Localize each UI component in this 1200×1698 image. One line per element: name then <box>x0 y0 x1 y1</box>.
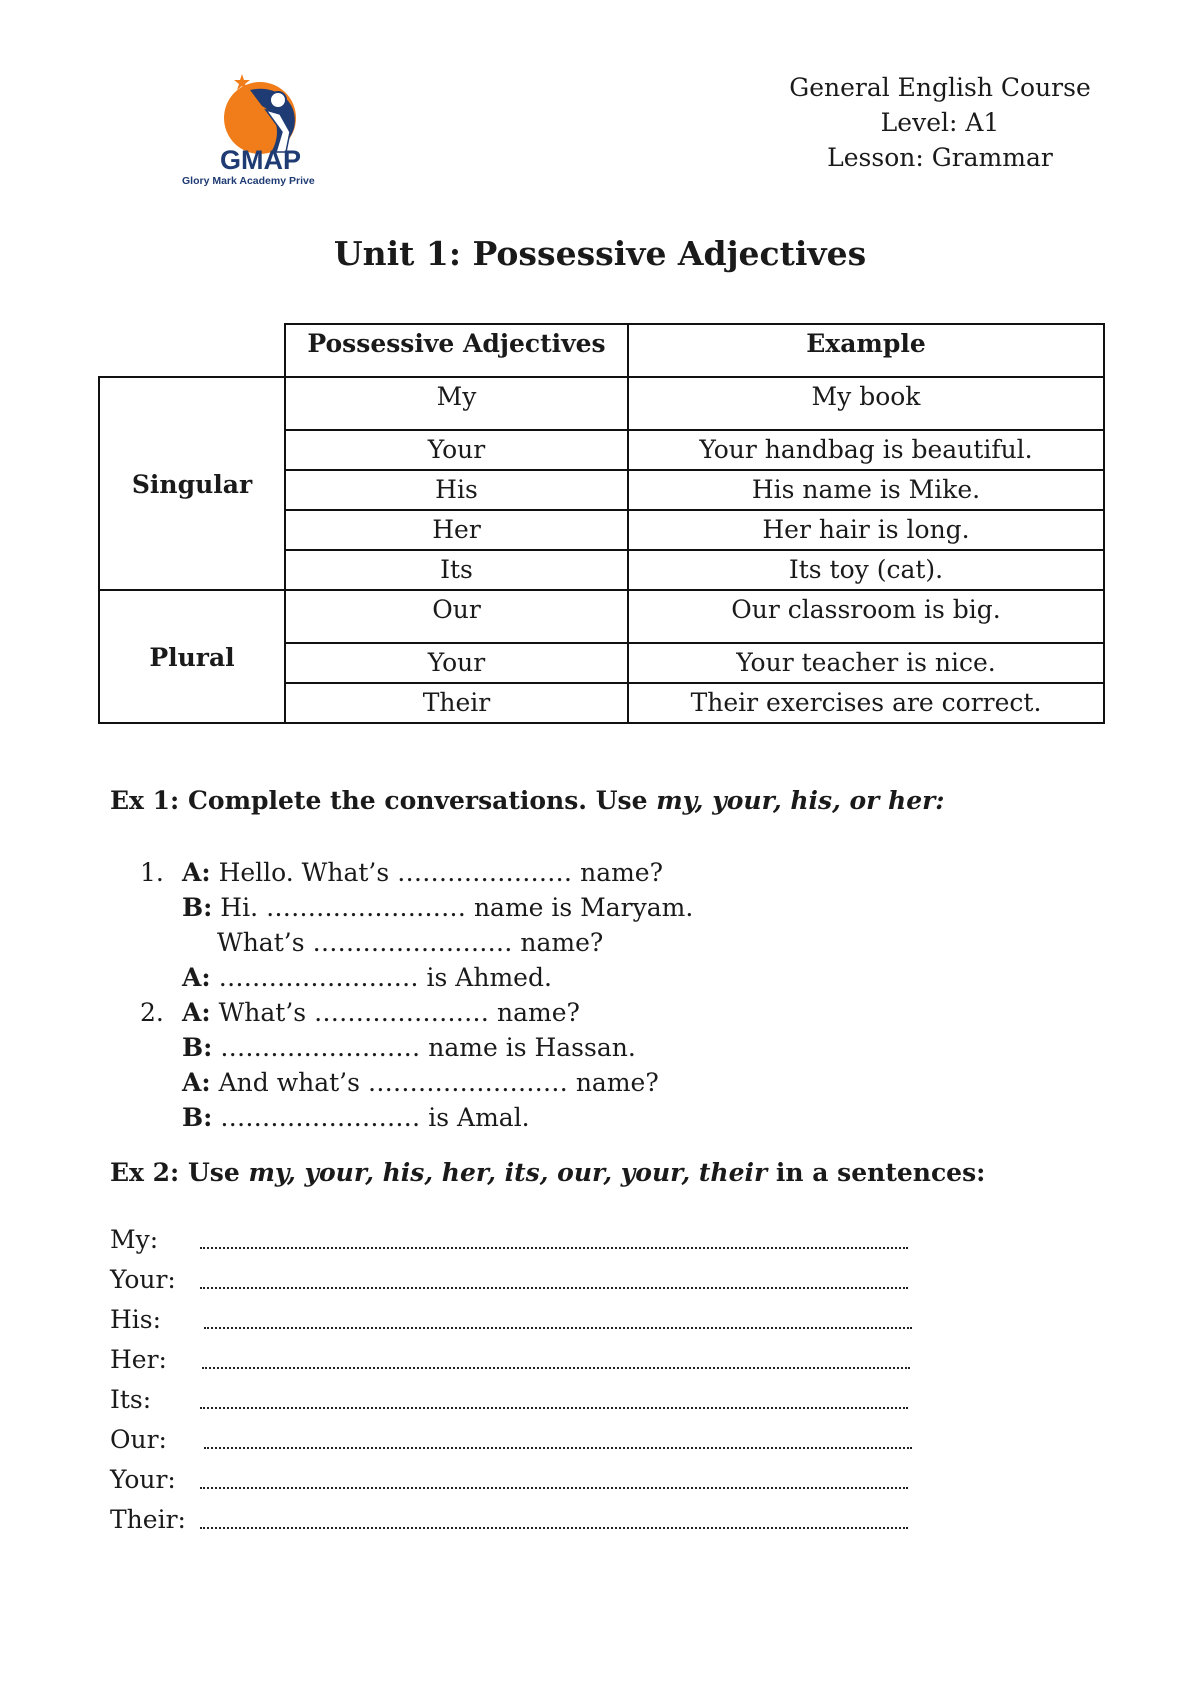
exercise-2-title <box>110 1158 985 1187</box>
speaker-label: B: <box>182 1103 213 1132</box>
answer-blank[interactable] <box>200 1527 908 1529</box>
possessive-adjectives-table <box>98 323 1105 724</box>
speaker-label: A: <box>182 858 211 887</box>
sentence-label: His: <box>110 1305 162 1334</box>
answer-blank[interactable] <box>204 1447 912 1449</box>
speaker-label: B: <box>182 893 213 922</box>
line-text: Hello. What’s ………………… name? <box>210 858 664 887</box>
course-level: Level: A1 <box>880 108 1000 137</box>
adjective-cell: Your <box>285 643 628 683</box>
adjective-cell: Its <box>285 550 628 590</box>
logo-subtitle: Glory Mark Academy Prive <box>182 175 315 187</box>
exercise-1-prefix: Ex 1: Complete the conversations. Use <box>110 786 657 815</box>
answer-blank[interactable] <box>200 1407 908 1409</box>
answer-blank[interactable] <box>204 1327 912 1329</box>
sentence-label: Her: <box>110 1345 167 1374</box>
exercise-2-suffix: in a sentences: <box>767 1158 986 1187</box>
sentence-label: Its: <box>110 1385 152 1414</box>
logo-graphic <box>182 70 372 188</box>
example-cell: Its toy (cat). <box>628 550 1104 590</box>
page-title: Unit 1: Possessive Adjectives <box>333 234 867 273</box>
example-cell: Our classroom is big. <box>628 590 1104 643</box>
speaker-label: A: <box>182 963 211 992</box>
line-text: What’s …………………… name? <box>217 928 604 957</box>
group-singular: Singular <box>99 377 285 590</box>
answer-blank[interactable] <box>200 1287 908 1289</box>
header-adjectives: Possessive Adjectives <box>285 324 628 377</box>
adjective-cell: Your <box>285 430 628 470</box>
table-header-row <box>99 324 1104 377</box>
line-text: Hi. …………………… name is Maryam. <box>212 893 694 922</box>
line-text: …………………… is Amal. <box>212 1103 530 1132</box>
adjective-cell: His <box>285 470 628 510</box>
exercise-1-title <box>110 786 945 815</box>
speaker-label: A: <box>182 1068 211 1097</box>
answer-blank[interactable] <box>202 1367 910 1369</box>
line-text: And what’s …………………… name? <box>210 1068 659 1097</box>
answer-blank[interactable] <box>200 1247 908 1249</box>
conversation-number: 1. <box>140 858 164 887</box>
sentence-label: My: <box>110 1225 159 1254</box>
adjective-cell: Her <box>285 510 628 550</box>
line-text: What’s ………………… name? <box>210 998 580 1027</box>
example-cell: Their exercises are correct. <box>628 683 1104 723</box>
example-cell: His name is Mike. <box>628 470 1104 510</box>
adjective-cell: My <box>285 377 628 430</box>
speaker-label: A: <box>182 998 211 1027</box>
adjective-cell: Our <box>285 590 628 643</box>
speaker-label: B: <box>182 1033 213 1062</box>
header-example: Example <box>628 324 1104 377</box>
answer-blank[interactable] <box>200 1487 908 1489</box>
course-name: General English Course <box>789 73 1091 102</box>
table-row <box>99 377 1104 430</box>
exercise-2-words: my, your, his, her, its, our, your, their <box>248 1158 768 1187</box>
exercise-2-prefix: Ex 2: Use <box>110 1158 249 1187</box>
example-cell: My book <box>628 377 1104 430</box>
course-info <box>740 70 1140 175</box>
line-text: …………………… name is Hassan. <box>212 1033 636 1062</box>
group-plural: Plural <box>99 590 285 723</box>
conversation-number: 2. <box>140 998 164 1027</box>
table-corner-cell <box>99 324 285 377</box>
academy-logo <box>182 70 372 188</box>
exercise-1-words: my, your, his, or her: <box>656 786 945 815</box>
sentence-label: Their: <box>110 1505 186 1534</box>
line-text: …………………… is Ahmed. <box>210 963 552 992</box>
sentence-label: Your: <box>110 1265 176 1294</box>
sentence-label: Your: <box>110 1465 176 1494</box>
example-cell: Your teacher is nice. <box>628 643 1104 683</box>
sentence-label: Our: <box>110 1425 167 1454</box>
table-row <box>99 590 1104 643</box>
example-cell: Your handbag is beautiful. <box>628 430 1104 470</box>
course-lesson: Lesson: Grammar <box>827 143 1053 172</box>
example-cell: Her hair is long. <box>628 510 1104 550</box>
adjective-cell: Their <box>285 683 628 723</box>
logo-wordmark: GMAP <box>220 145 301 175</box>
